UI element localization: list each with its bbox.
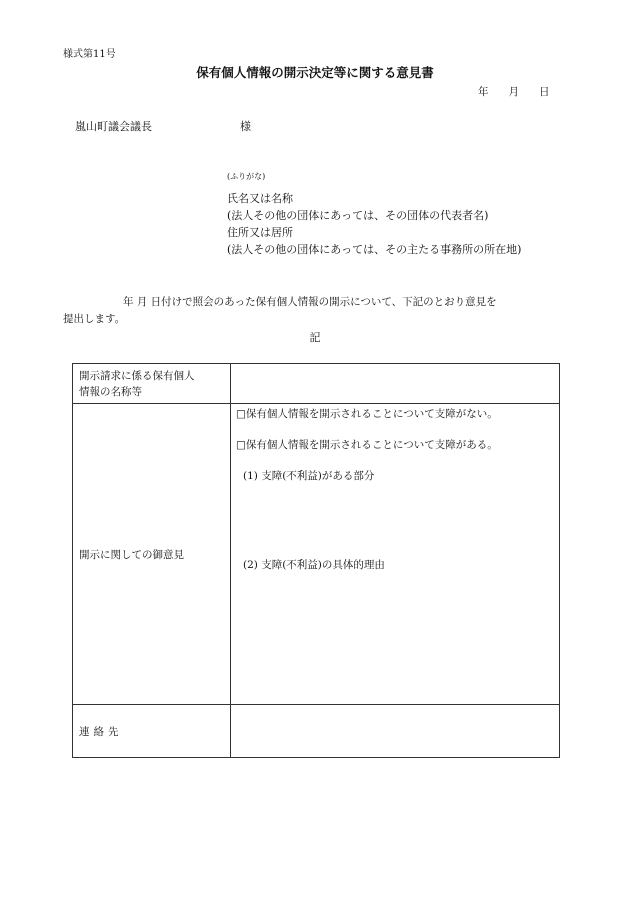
- option-problem[interactable]: □保有個人情報を開示されることについて支障がある。: [236, 439, 498, 451]
- applicant-block: [227, 190, 521, 258]
- address-label: 住所又は居所: [227, 226, 293, 239]
- date-day: 日: [539, 86, 550, 98]
- opinion-field[interactable]: [231, 404, 560, 705]
- table-row: [73, 705, 560, 758]
- date-line: [478, 87, 550, 98]
- info-name-label: [73, 364, 231, 404]
- name-note: (法人その他の団体にあっては、その団体の代表者名): [227, 209, 489, 222]
- opinion-table: [72, 363, 560, 758]
- document-title: 保有個人情報の開示決定等に関する意見書: [196, 65, 434, 80]
- info-name-label-line1: 開示請求に係る保有個人: [79, 370, 195, 382]
- body-line-1: 年 月 日付けで照会のあった保有個人情報の開示について、下記のとおり意見を: [123, 296, 497, 308]
- form-number: 様式第11号: [63, 49, 116, 60]
- contact-label: 連絡先: [73, 705, 231, 758]
- info-name-field[interactable]: [231, 364, 560, 404]
- contact-field[interactable]: [231, 705, 560, 758]
- address-note: (法人その他の団体にあっては、その主たる事務所の所在地): [227, 243, 522, 256]
- furigana-label: (ふりがな): [227, 172, 266, 181]
- table-row: [73, 404, 560, 705]
- info-name-label-line2: 情報の名称等: [79, 386, 142, 398]
- opinion-label: 開示に関しての御意見: [73, 404, 231, 705]
- recipient: 嵐山町議会議長: [75, 120, 152, 133]
- body-line-2: 提出します。: [63, 312, 126, 325]
- date-year: 年: [478, 86, 489, 98]
- option-no-problem[interactable]: □保有個人情報を開示されることについて支障がない。: [236, 408, 498, 420]
- ki-heading: 記: [309, 331, 321, 344]
- honorific: 様: [240, 120, 251, 133]
- table-row: [73, 364, 560, 404]
- sub-item-1: (1) 支障(不利益)がある部分: [243, 470, 375, 482]
- name-label: 氏名又は名称: [227, 192, 293, 205]
- sub-item-2: (2) 支障(不利益)の具体的理由: [243, 559, 385, 571]
- body-text: [63, 294, 497, 327]
- date-month: 月: [508, 86, 519, 98]
